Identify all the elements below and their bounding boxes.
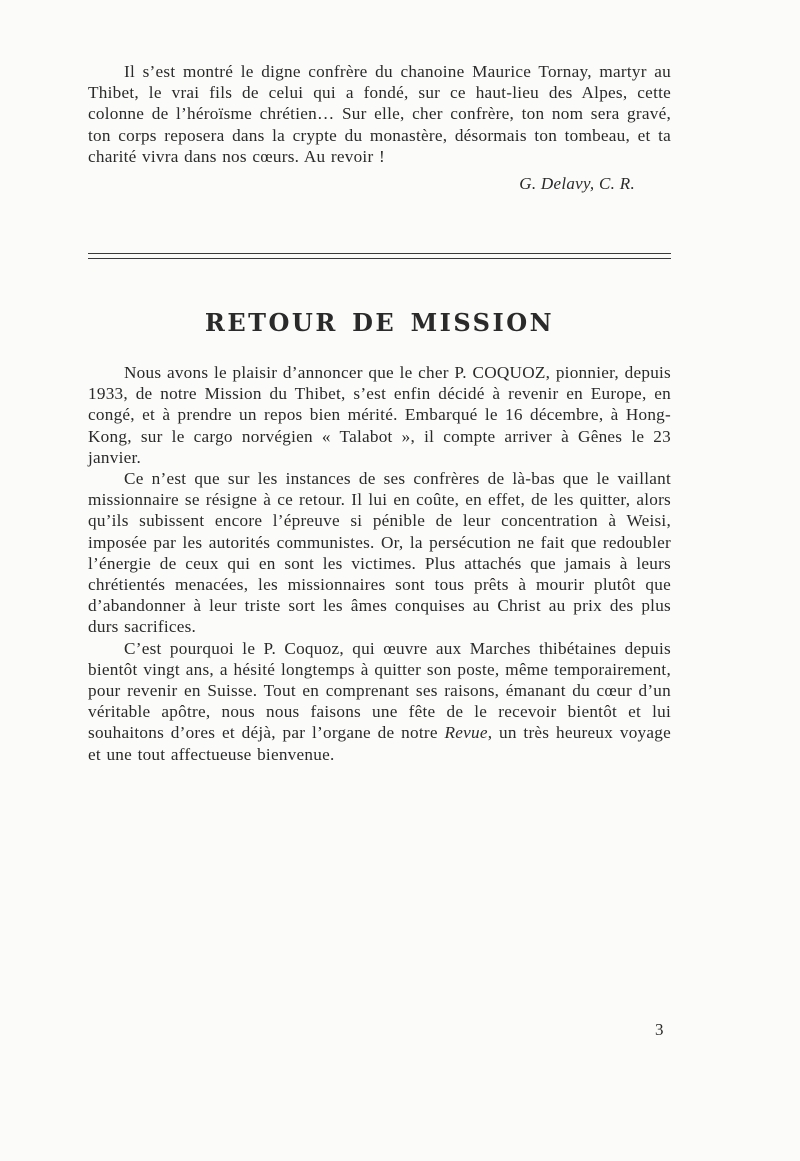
intro-paragraph: Il s’est montré le digne confrère du chanoine Maurice Tornay, martyr au Thibet, le vrai fils de celui qui a fondé, sur ce haut-lieu des Alpes, cette colonne de l’héroïsme chrétien… Sur elle, cher confrère, ton nom sera gravé, ton corps reposera dans la crypte du monastère, désormais ton tombeau, et ta charité vivra dans nos cœurs. Au revoir ! [88,62,671,166]
paragraph-text: C’est pourquoi le P. Coquoz, qui œuvre aux Marches thibétaines depuis bientôt vingt ans, a hésité longtemps à quitter son poste, même temporairement, pour revenir en Suisse. Tout en comprenant ses raisons, émanant du cœur d’un véritable apôtre, nous nous faisons une fête de le recevoir bientôt et lui souhaitons d’ores et déjà, par l’organe de notre [88,638,671,743]
divider-line-bottom [88,258,671,259]
document-page [88,0,671,1161]
signature: G. Delavy, C. R. [519,174,635,194]
page-number: 3 [655,1020,664,1039]
article-paragraph: Ce n’est que sur les instances de ses confrères de là-bas que le vaillant missionnaire se résigne à ce retour. Il lui en coûte, en effet, de les quitter, alors qu’ils subissent encore l’épreuve si pénible de leur concentration à Weisi, imposée par les autorités communistes. Or, la persécution ne fait que redoubler l’énergie de ceux qui en sont les victimes. Plus attachés que jamais à leurs chrétientés menacées, les missionnaires sont tous prêts à mourir plutôt que d’abandonner à leur triste sort les âmes conquises au Christ au prix des plus durs sacrifices. [88,469,671,637]
article-paragraph-last [88,638,671,765]
article-title: retour de mission [204,300,555,340]
divider-line-top [88,253,671,254]
article-body [88,362,671,765]
revue-italic-text: Revue [444,723,488,743]
intro-section [88,61,671,194]
article-paragraph: Nous avons le plaisir d’annoncer que le cher P. COQUOZ, pionnier, depuis 1933, de notre Mission du Thibet, s’est enfin décidé à revenir en Europe, en congé, et à prendre un repos bien mérité. Embarqué le 16 décembre, à Hong-Kong, sur le cargo norvégien « Talabot », il compte arriver à Gênes le 23 janvier. [88,363,671,467]
section-divider [88,253,671,259]
paragraph-text: , un très heureux voyage et une tout affectueuse bienvenue. [88,723,671,764]
